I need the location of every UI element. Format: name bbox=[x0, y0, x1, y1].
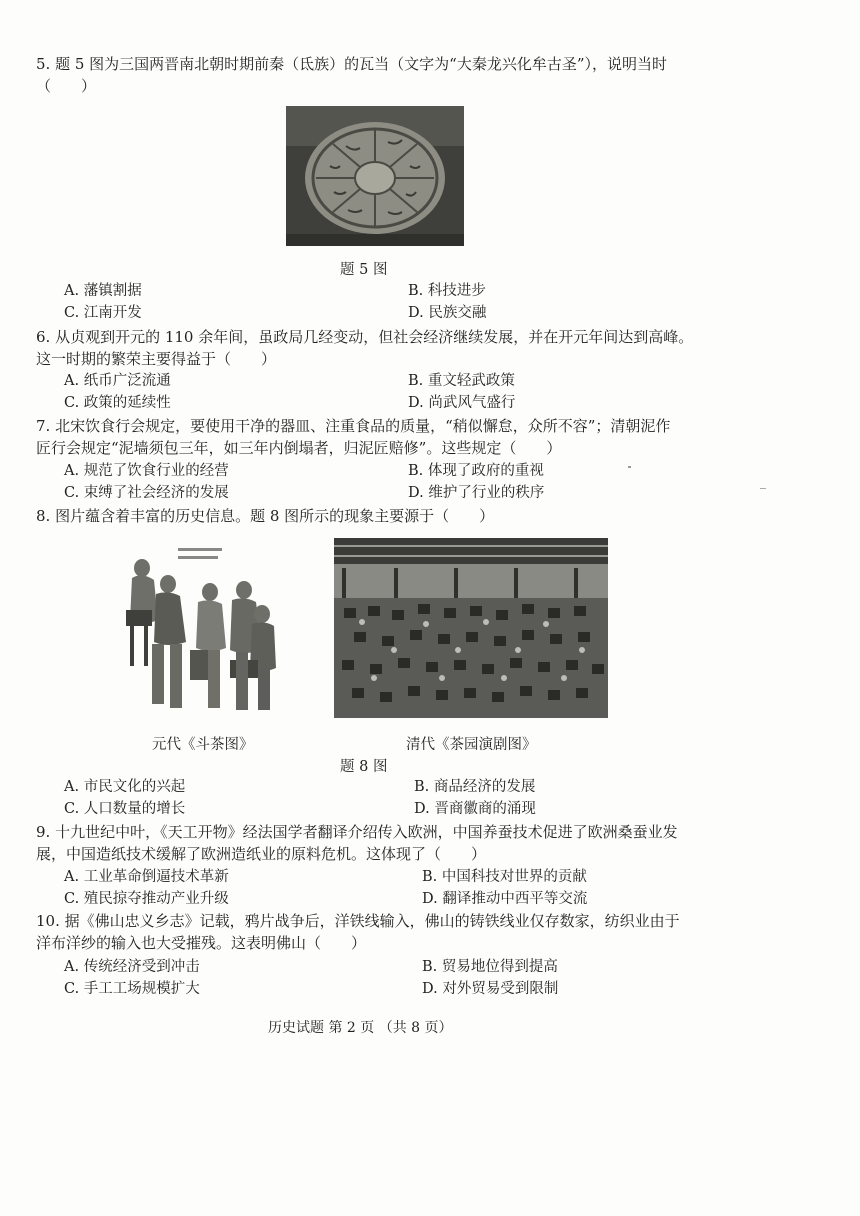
q5-option-b: B. 科技进步 bbox=[408, 283, 486, 299]
q7-option-b: B. 体现了政府的重视 bbox=[408, 463, 544, 479]
q6-stem-line2: 这一时期的繁荣主要得益于（ ） bbox=[36, 350, 277, 368]
q8-tea-contest-image bbox=[112, 540, 292, 720]
q8-left-image-caption: 元代《斗茶图》 bbox=[152, 737, 254, 753]
q5-stem-line2: （ ） bbox=[36, 77, 97, 95]
q10-option-d: D. 对外贸易受到限制 bbox=[422, 981, 559, 997]
q5-option-c: C. 江南开发 bbox=[64, 305, 142, 321]
q10-option-a: A. 传统经济受到冲击 bbox=[64, 959, 200, 975]
scan-speck bbox=[760, 488, 766, 489]
q8-option-a: A. 市民文化的兴起 bbox=[64, 779, 186, 795]
q7-option-a: A. 规范了饮食行业的经营 bbox=[64, 463, 229, 479]
q9-stem-line2: 展，中国造纸技术缓解了欧洲造纸业的原料危机。这体现了（ ） bbox=[36, 845, 487, 863]
q8-figure-caption: 题 8 图 bbox=[340, 759, 388, 775]
q8-option-c: C. 人口数量的增长 bbox=[64, 801, 186, 817]
q8-stem: 8. 图片蕴含着丰富的历史信息。题 8 图所示的现象主要源于（ ） bbox=[36, 507, 495, 525]
page-footer: 历史试题 第 2 页 （共 8 页） bbox=[268, 1020, 453, 1036]
q7-option-c: C. 束缚了社会经济的发展 bbox=[64, 485, 229, 501]
q10-stem-line2: 洋布洋纱的输入也大受摧残。这表明佛山（ ） bbox=[36, 934, 367, 952]
q6-option-c: C. 政策的延续性 bbox=[64, 395, 171, 411]
q8-theatre-image bbox=[334, 538, 608, 718]
q5-option-a: A. 藩镇割据 bbox=[64, 283, 142, 299]
q5-figure-caption: 题 5 图 bbox=[340, 262, 388, 278]
scan-speck bbox=[628, 466, 631, 468]
q8-right-image-caption: 清代《茶园演剧图》 bbox=[406, 737, 537, 753]
q5-tile-end-image bbox=[286, 106, 464, 246]
q9-option-b: B. 中国科技对世界的贡献 bbox=[422, 869, 587, 885]
q9-option-a: A. 工业革命倒逼技术革新 bbox=[64, 869, 229, 885]
q8-option-d: D. 晋商徽商的涌现 bbox=[414, 801, 536, 817]
q6-option-d: D. 尚武风气盛行 bbox=[408, 395, 516, 411]
q9-stem-line1: 9. 十九世纪中叶，《天工开物》经法国学者翻译介绍传入欧洲，中国养蚕技术促进了欧洲桑蚕业发 bbox=[36, 823, 678, 841]
q7-option-d: D. 维护了行业的秩序 bbox=[408, 485, 545, 501]
q5-stem-line1: 5. 题 5 图为三国两晋南北朝时期前秦（氐族）的瓦当（文字为“大秦龙兴化牟古圣”），说明当时 bbox=[36, 55, 668, 73]
q6-option-b: B. 重文轻武政策 bbox=[408, 373, 515, 389]
q5-option-d: D. 民族交融 bbox=[408, 305, 487, 321]
q6-stem-line1: 6. 从贞观到开元的 110 余年间，虽政局几经变动，但社会经济继续发展，并在开元年间达到高峰。 bbox=[36, 328, 694, 346]
q8-option-b: B. 商品经济的发展 bbox=[414, 779, 536, 795]
q9-option-d: D. 翻译推动中西平等交流 bbox=[422, 891, 588, 907]
q6-option-a: A. 纸币广泛流通 bbox=[64, 373, 171, 389]
q10-option-c: C. 手工工场规模扩大 bbox=[64, 981, 200, 997]
q10-option-b: B. 贸易地位得到提高 bbox=[422, 959, 558, 975]
q7-stem-line1: 7. 北宋饮食行会规定，要使用干净的器皿、注重食品的质量，“稍似懈怠，众所不容”；清朝泥作 bbox=[36, 417, 671, 435]
q9-option-c: C. 殖民掠夺推动产业升级 bbox=[64, 891, 229, 907]
q7-stem-line2: 匠行会规定“泥墙须包三年，如三年内倒塌者，归泥匠赔修”。这些规定（ ） bbox=[36, 439, 562, 457]
q10-stem-line1: 10. 据《佛山忠义乡志》记载，鸦片战争后，洋铁线输入，佛山的铸铁线业仅存数家，纺织业由于 bbox=[36, 912, 680, 930]
